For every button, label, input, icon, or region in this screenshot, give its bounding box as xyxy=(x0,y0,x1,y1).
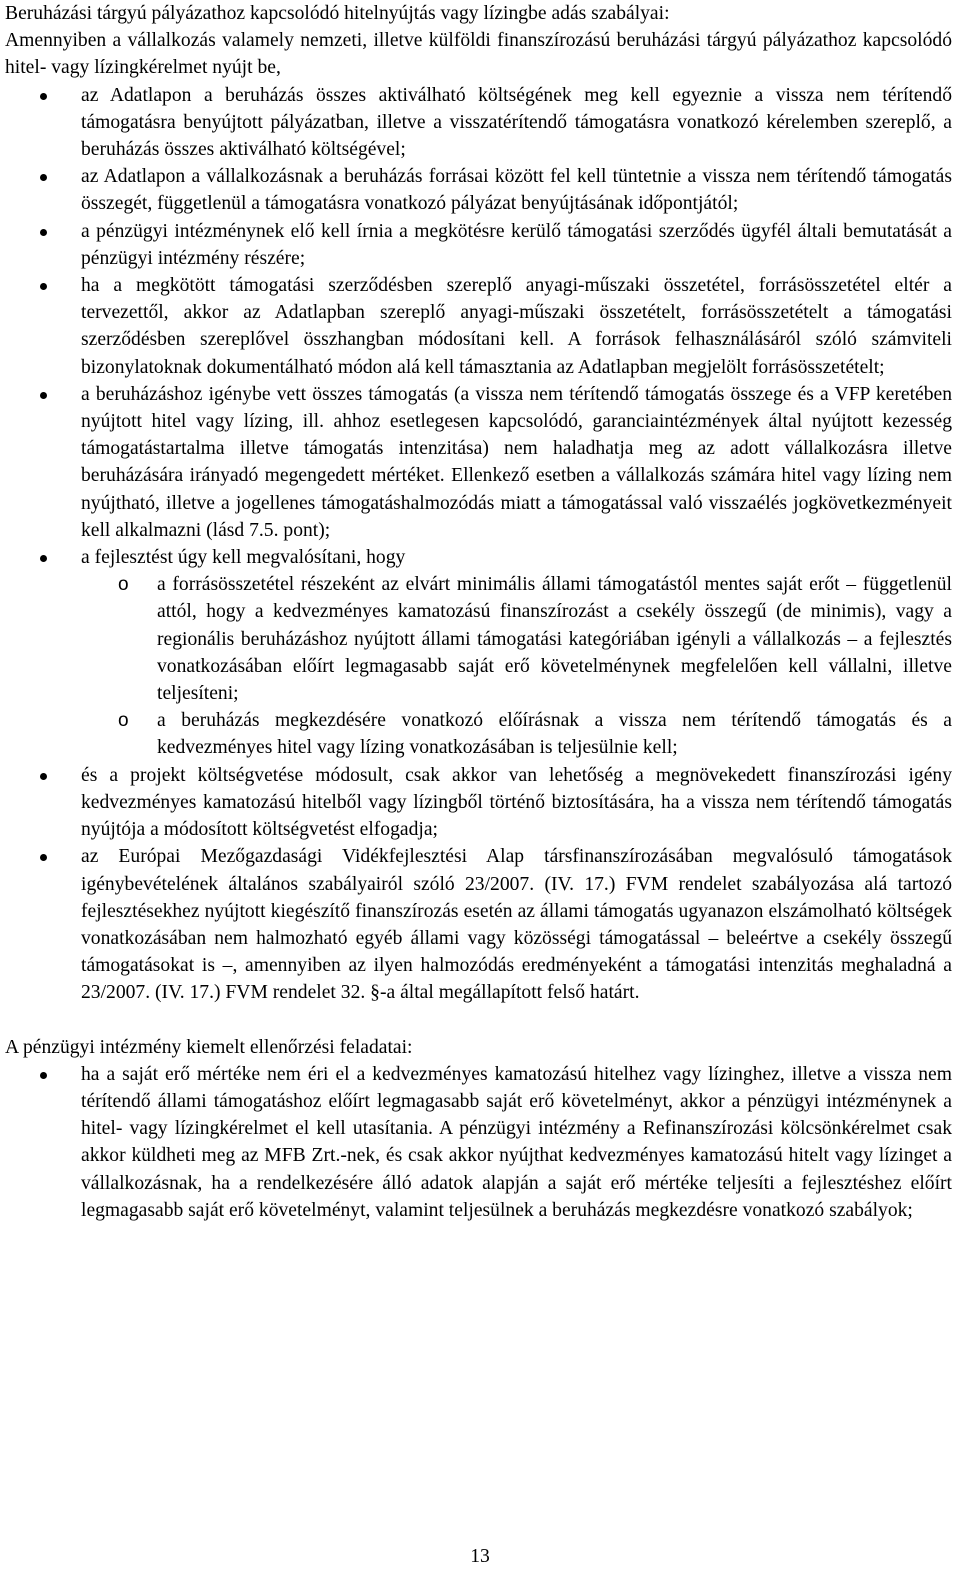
bullet-icon xyxy=(40,174,47,181)
list-item xyxy=(5,381,952,544)
sub-list xyxy=(81,571,952,761)
control-tasks-list xyxy=(5,1061,952,1224)
circle-bullet-icon: o xyxy=(118,574,129,596)
list-item xyxy=(5,544,952,762)
circle-bullet-icon: o xyxy=(118,710,129,732)
bullet-icon xyxy=(40,773,47,780)
rules-list xyxy=(5,82,952,1007)
list-item xyxy=(5,1061,952,1224)
bullet-icon xyxy=(40,1072,47,1079)
bullet-icon xyxy=(40,854,47,861)
sub-list-item-text: a forrásösszetétel részeként az elvárt minimális állami támogatástól mentes saját erőt – függetlenül attól, hogy a kedvezményes kamatozású finanszírozást a csekély összegű (de minimis), vagy a regionális beruházáshoz nyújtott állami támogatási kategóriában igényli a vállalkozás – a fejlesztés vonatkozásában előírt legmagasabb saját erő követelménynek megfelelően kell vállalni, illetve teljesíteni; xyxy=(157,574,952,705)
list-item-text: és a projekt költségvetése módosult, csak akkor van lehetőség a megnövekedett finanszírozási igény kedvezményes kamatozású hitelből vagy lízingből történő biztosítására, ha a vissza nem térítendő támogatás nyújtója a módosított költségvetést elfogadja; xyxy=(81,764,952,841)
bullet-icon xyxy=(40,283,47,290)
list-item-text: a pénzügyi intézménynek elő kell írnia a megkötésre kerülő támogatási szerződés ügyfél általi bemutatását a pénzügyi intézmény részére; xyxy=(81,220,952,269)
list-item-text: az Adatlapon a vállalkozásnak a beruházás forrásai között fel kell tüntetnie a vissza nem térítendő támogatás összegét, függetlenül a támogatásra vonatkozó pályázat benyújtásának időpontjától; xyxy=(81,166,952,215)
sub-list-item xyxy=(81,707,952,761)
list-item-text: a fejlesztést úgy kell megvalósítani, hogy xyxy=(81,547,406,569)
section-heading: Beruházási tárgyú pályázathoz kapcsolódó hitelnyújtás vagy lízingbe adás szabályai: xyxy=(5,3,670,24)
list-item xyxy=(5,762,952,844)
sub-list-item xyxy=(81,571,952,707)
list-item-text: a beruházáshoz igénybe vett összes támogatás (a vissza nem térítendő támogatás összege és a VFP keretében nyújtott hitel vagy lízing, ill. ahhoz esetlegesen kapcsolódó, garanciaintézmények által nyújtott kezesség támogatástartalma illetve támogatás intenzitása) nem haladhatja meg az adott vállalkozásra illetve beruházására irányadó megengedett mértéket. Ellenkező esetben a vállalkozás számára hitel vagy lízing nem nyújtható, illetve a jogellenes támogatáshalmozódás miatt a támogatással való visszaélés jogkövetkezményeit kell alkalmazni (lásd 7.5. pont); xyxy=(81,383,952,541)
list-item xyxy=(5,82,952,164)
list-item-text: az Adatlapon a beruházás összes aktiválható költségének meg kell egyeznie a vissza nem térítendő támogatásra benyújtott pályázatban, illetve a visszatérítendő támogatásra vonatkozó kérelemben szereplő, a beruházás összes aktiválható költségével; xyxy=(81,84,952,161)
section-heading: A pénzügyi intézmény kiemelt ellenőrzési feladatai: xyxy=(5,1036,413,1058)
document-page xyxy=(5,0,952,1224)
list-item xyxy=(5,163,952,217)
sub-list-item-text: a beruházás megkezdésére vonatkozó előírásnak a vissza nem térítendő támogatás és a kedvezményes hitel vagy lízing vonatkozásában is teljesülnie kell; xyxy=(157,710,952,759)
list-item xyxy=(5,843,952,1006)
intro-paragraph: Amennyiben a vállalkozás valamely nemzeti, illetve külföldi finanszírozású beruházási tárgyú pályázathoz kapcsolódó hitel- vagy lízingkérelmet nyújt be, xyxy=(5,30,952,79)
list-item-text: ha a saját erő mértéke nem éri el a kedvezményes kamatozású hitelhez vagy lízinghez, illetve a vissza nem térítendő állami támogatáshoz előírt legmagasabb saját erő követelményt, akkor a pénzügyi intézménynek a hitel- vagy lízingkérelmet el kell utasítania. A pénzügyi intézmény a Refinanszírozási kölcsönkérelmet csak akkor küldheti meg az MFB Zrt.-nek, és csak akkor nyújthat kedvezményes kamatozású hitelt vagy lízinget a vállalkozásnak, ha a rendelkezésére álló adatok alapján a saját erő mértéke teljesíti a fejlesztéshez előírt legmagasabb saját erő követelményt, valamint teljesülnek a beruházás megkezdésre vonatkozó szabályok; xyxy=(81,1063,952,1221)
list-item-text: az Európai Mezőgazdasági Vidékfejlesztési Alap társfinanszírozásában megvalósuló támogatások igénybevételének általános szabályairól szóló 23/2007. (IV. 17.) FVM rendelet szabályozása alá tartozó fejlesztésekhez nyújtott kiegészítő finanszírozás esetén az állami támogatás ugyanazon elszámolható költségek vonatkozásában nem halmozható egyéb állami vagy közösségi támogatással – beleértve a csekély összegű támogatásokat is –, amennyiben az ilyen halmozódás eredményeként a támogatási intenzitás meghaladná a 23/2007. (IV. 17.) FVM rendelet 32. §-a által megállapított felső határt. xyxy=(81,846,952,1004)
page-number: 13 xyxy=(470,1546,490,1567)
list-item xyxy=(5,218,952,272)
list-item xyxy=(5,272,952,381)
bullet-icon xyxy=(40,555,47,562)
bullet-icon xyxy=(40,93,47,100)
bullet-icon xyxy=(40,229,47,236)
list-item-text: ha a megkötött támogatási szerződésben szereplő anyagi-műszaki összetétel, forrásösszetétel eltér a tervezettől, akkor az Adatlapban szereplő anyagi-műszaki összetételt, forrásösszetételt a támogatási szerződésben szereplővel összhangban módosítani kell. A források felhasználásáról szóló számviteli bizonylatoknak dokumentálható módon alá kell támasztania az Adatlapban megjelölt forrásösszetételt; xyxy=(81,275,952,378)
bullet-icon xyxy=(40,392,47,399)
